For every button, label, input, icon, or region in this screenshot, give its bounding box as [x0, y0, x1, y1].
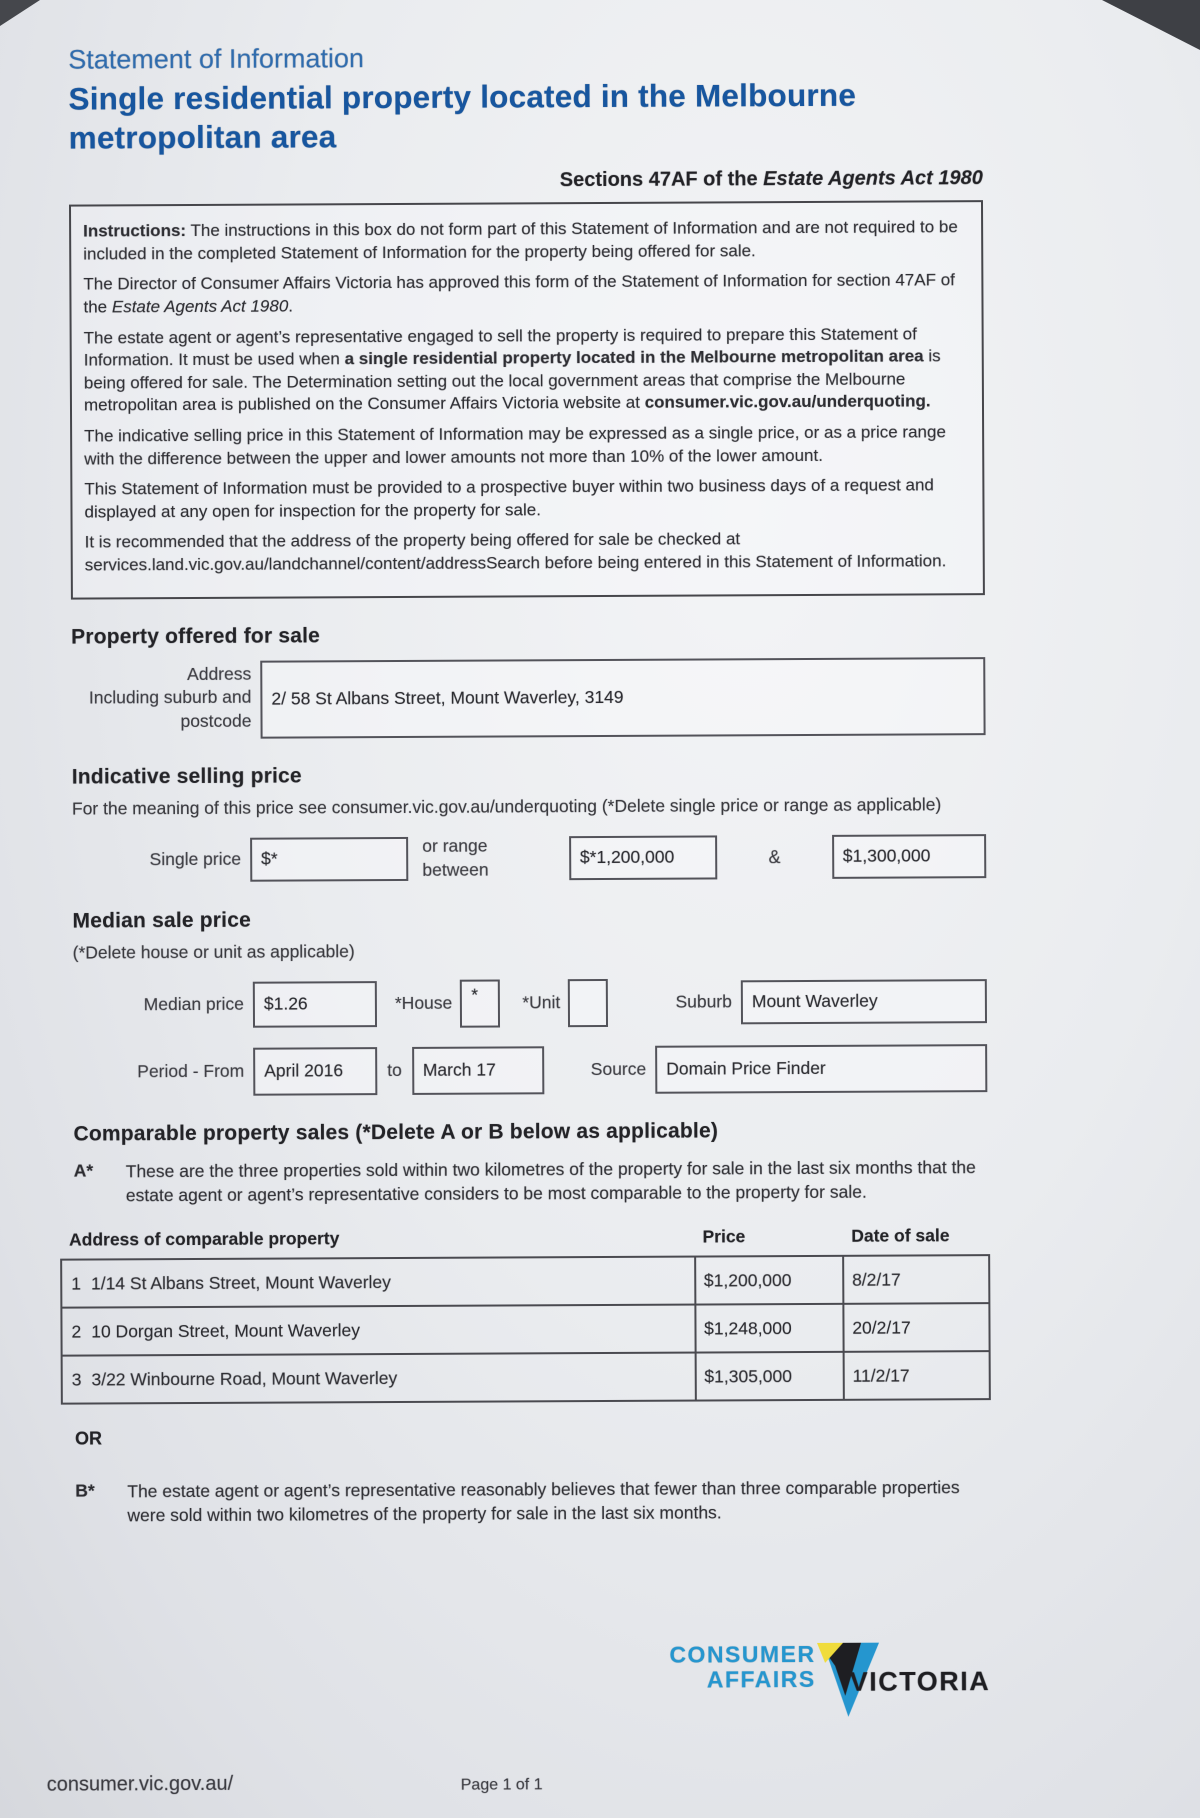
period-from-field: April 2016: [253, 1047, 377, 1096]
period-to-field: March 17: [412, 1046, 544, 1095]
page-title: Single residential property located in the Melbourne metropolitan area: [68, 76, 857, 156]
house-label: *House: [394, 992, 453, 1014]
instructions-label: Instructions:: [83, 221, 187, 241]
source-label: Source: [590, 1058, 647, 1080]
row-number: 2: [71, 1321, 82, 1342]
address-label-line1: Address: [187, 663, 252, 684]
comparable-table-body: [60, 1254, 991, 1405]
option-a-label: A*: [73, 1160, 94, 1181]
comparable-table-header: [60, 1225, 990, 1259]
row-number: 3: [71, 1369, 82, 1390]
instructions-text-2b: .: [288, 296, 294, 316]
median-price-label: Median price: [143, 993, 244, 1015]
footer-url: consumer.vic.gov.au/: [46, 1773, 234, 1797]
instructions-bold-url: consumer.vic.gov.au/underquoting.: [644, 391, 931, 413]
instructions-text-3a: The estate agent or agent’s representative engaged to sell the property is required to prepare this Statement of Information. It must be used when: [83, 323, 917, 370]
indicative-price-row: [72, 832, 986, 884]
row-number: 1: [71, 1273, 82, 1294]
row-address-text: 10 Dorgan Street, Mount Waverley: [91, 1319, 361, 1342]
row-address: [62, 1270, 694, 1294]
legislation-reference: [69, 167, 983, 194]
single-price-field: $*: [250, 837, 408, 882]
median-price-field: $1.26: [253, 981, 377, 1028]
instructions-text-1: The instructions in this box do not form part of this Statement of Information and are not required to be included in the completed Statement of Information for the property being offered for sale.: [83, 217, 958, 264]
option-b-text: The estate agent or agent’s representative reasonably believes that fewer than three comparable properties were sold within two kilometres of the property for sale in the last six months.: [127, 1477, 960, 1526]
header-address: Address of comparable property: [69, 1228, 340, 1250]
row-address-text: 1/14 St Albans Street, Mount Waverley: [90, 1271, 391, 1294]
row-price: $1,305,000: [694, 1353, 842, 1400]
row-address: [63, 1366, 695, 1390]
suburb-field: Mount Waverley: [741, 979, 987, 1024]
range-between-label: or range between: [422, 835, 489, 880]
instructions-text-3b: is being offered for sale. The Determination setting out the local government areas that comprise the Melbourne metropolitan area is published on the Consumer Affairs Victoria website at: [83, 346, 941, 415]
comparable-sales-table: [60, 1225, 991, 1405]
footer: [47, 1770, 991, 1809]
row-date: 8/2/17: [842, 1256, 988, 1303]
logo-word-consumer: CONSUMER: [669, 1641, 816, 1669]
header-date-of-sale: Date of sale: [851, 1225, 950, 1246]
section-heading-comparable-sales: Comparable property sales (*Delete A or B below as applicable): [73, 1119, 719, 1146]
header-price: Price: [702, 1226, 746, 1247]
instructions-paragraph-2: [83, 270, 967, 320]
option-a-text: These are the three properties sold within two kilometres of the property for sale in the last six months that the estate agent or agent’s representative considers to be most comparable to the property for sale.: [125, 1157, 976, 1206]
median-price-note: (*Delete house or unit as applicable): [72, 941, 355, 963]
logo-wordmark: [669, 1642, 815, 1692]
table-row: [63, 1352, 989, 1403]
section-heading-indicative-price: Indicative selling price: [71, 764, 302, 789]
logo-word-affairs: AFFAIRS: [706, 1666, 816, 1693]
instructions-bold-single-property: a single residential property located in the Melbourne metropolitan area: [344, 346, 924, 369]
address-field: 2/ 58 St Albans Street, Mount Waverley, 3149: [260, 657, 985, 739]
range-low-field: $*1,200,000: [569, 835, 718, 880]
table-row: [62, 1304, 988, 1357]
section-heading-median-price: Median sale price: [72, 909, 252, 933]
instructions-text-2a: The Director of Consumer Affairs Victoria has approved this form of the Statement of Information for section 47AF of the: [83, 270, 955, 317]
instructions-act-italic: Estate Agents Act 1980: [111, 296, 289, 317]
consumer-affairs-victoria-logo: [76, 1642, 990, 1722]
logo-word-victoria: VICTORIA: [849, 1666, 991, 1698]
address-label-line2: Including suburb and: [88, 686, 252, 708]
or-label: OR: [74, 1428, 103, 1449]
row-date: 11/2/17: [842, 1352, 988, 1399]
median-period-row: [73, 1044, 987, 1096]
address-label-line3: postcode: [180, 710, 252, 731]
option-a-block: [74, 1155, 988, 1208]
section-heading-property: Property offered for sale: [71, 624, 321, 649]
document-eyebrow: Statement of Information: [68, 43, 365, 75]
single-price-label: Single price: [149, 848, 242, 870]
unit-field: [568, 979, 608, 1027]
median-price-row: [73, 977, 987, 1029]
table-row: [62, 1256, 988, 1309]
instructions-box: [69, 200, 985, 599]
address-row: [71, 657, 985, 739]
address-label: [71, 660, 260, 739]
instructions-paragraph-5: This Statement of Information must be provided to a prospective buyer within two business days of a request and displayed at any open for inspection for the property for sale.: [84, 475, 934, 522]
legislation-reference-prefix: Sections 47AF of the: [559, 168, 764, 192]
indicative-price-note: For the meaning of this price see consumer.vic.gov.au/underquoting (*Delete single price or range as applicable): [71, 793, 942, 819]
option-b-block: [75, 1475, 989, 1528]
instructions-paragraph-3: [84, 323, 968, 418]
period-from-label: Period - From: [137, 1060, 245, 1082]
option-b-label: B*: [75, 1480, 95, 1501]
house-field: *: [460, 979, 500, 1027]
period-to-label: to: [387, 1060, 402, 1081]
instructions-paragraph-6: It is recommended that the address of the property being offered for sale be checked at services.land.vic.gov.au/landchannel/content/addressSearch before being entered in this Statement of Information.: [84, 529, 947, 575]
row-address: [62, 1318, 694, 1342]
suburb-label: Suburb: [675, 991, 732, 1012]
unit-label: *Unit: [522, 992, 561, 1013]
row-price: $1,200,000: [694, 1257, 842, 1304]
row-price: $1,248,000: [694, 1305, 842, 1352]
instructions-paragraph-4: The indicative selling price in this Statement of Information may be expressed as a single price, or as a price range with the difference between the upper and lower amounts not more than 10% of the lower amount.: [84, 422, 946, 469]
instructions-paragraph-1: [83, 216, 967, 266]
range-high-field: $1,300,000: [832, 834, 987, 879]
row-date: 20/2/17: [842, 1304, 988, 1351]
row-address-text: 3/22 Winbourne Road, Mount Waverley: [91, 1367, 398, 1390]
ampersand-label: &: [768, 846, 781, 867]
source-field: Domain Price Finder: [655, 1044, 987, 1094]
legislation-act-name: Estate Agents Act 1980: [763, 167, 983, 191]
page-indicator: Page 1 of 1: [460, 1776, 543, 1795]
